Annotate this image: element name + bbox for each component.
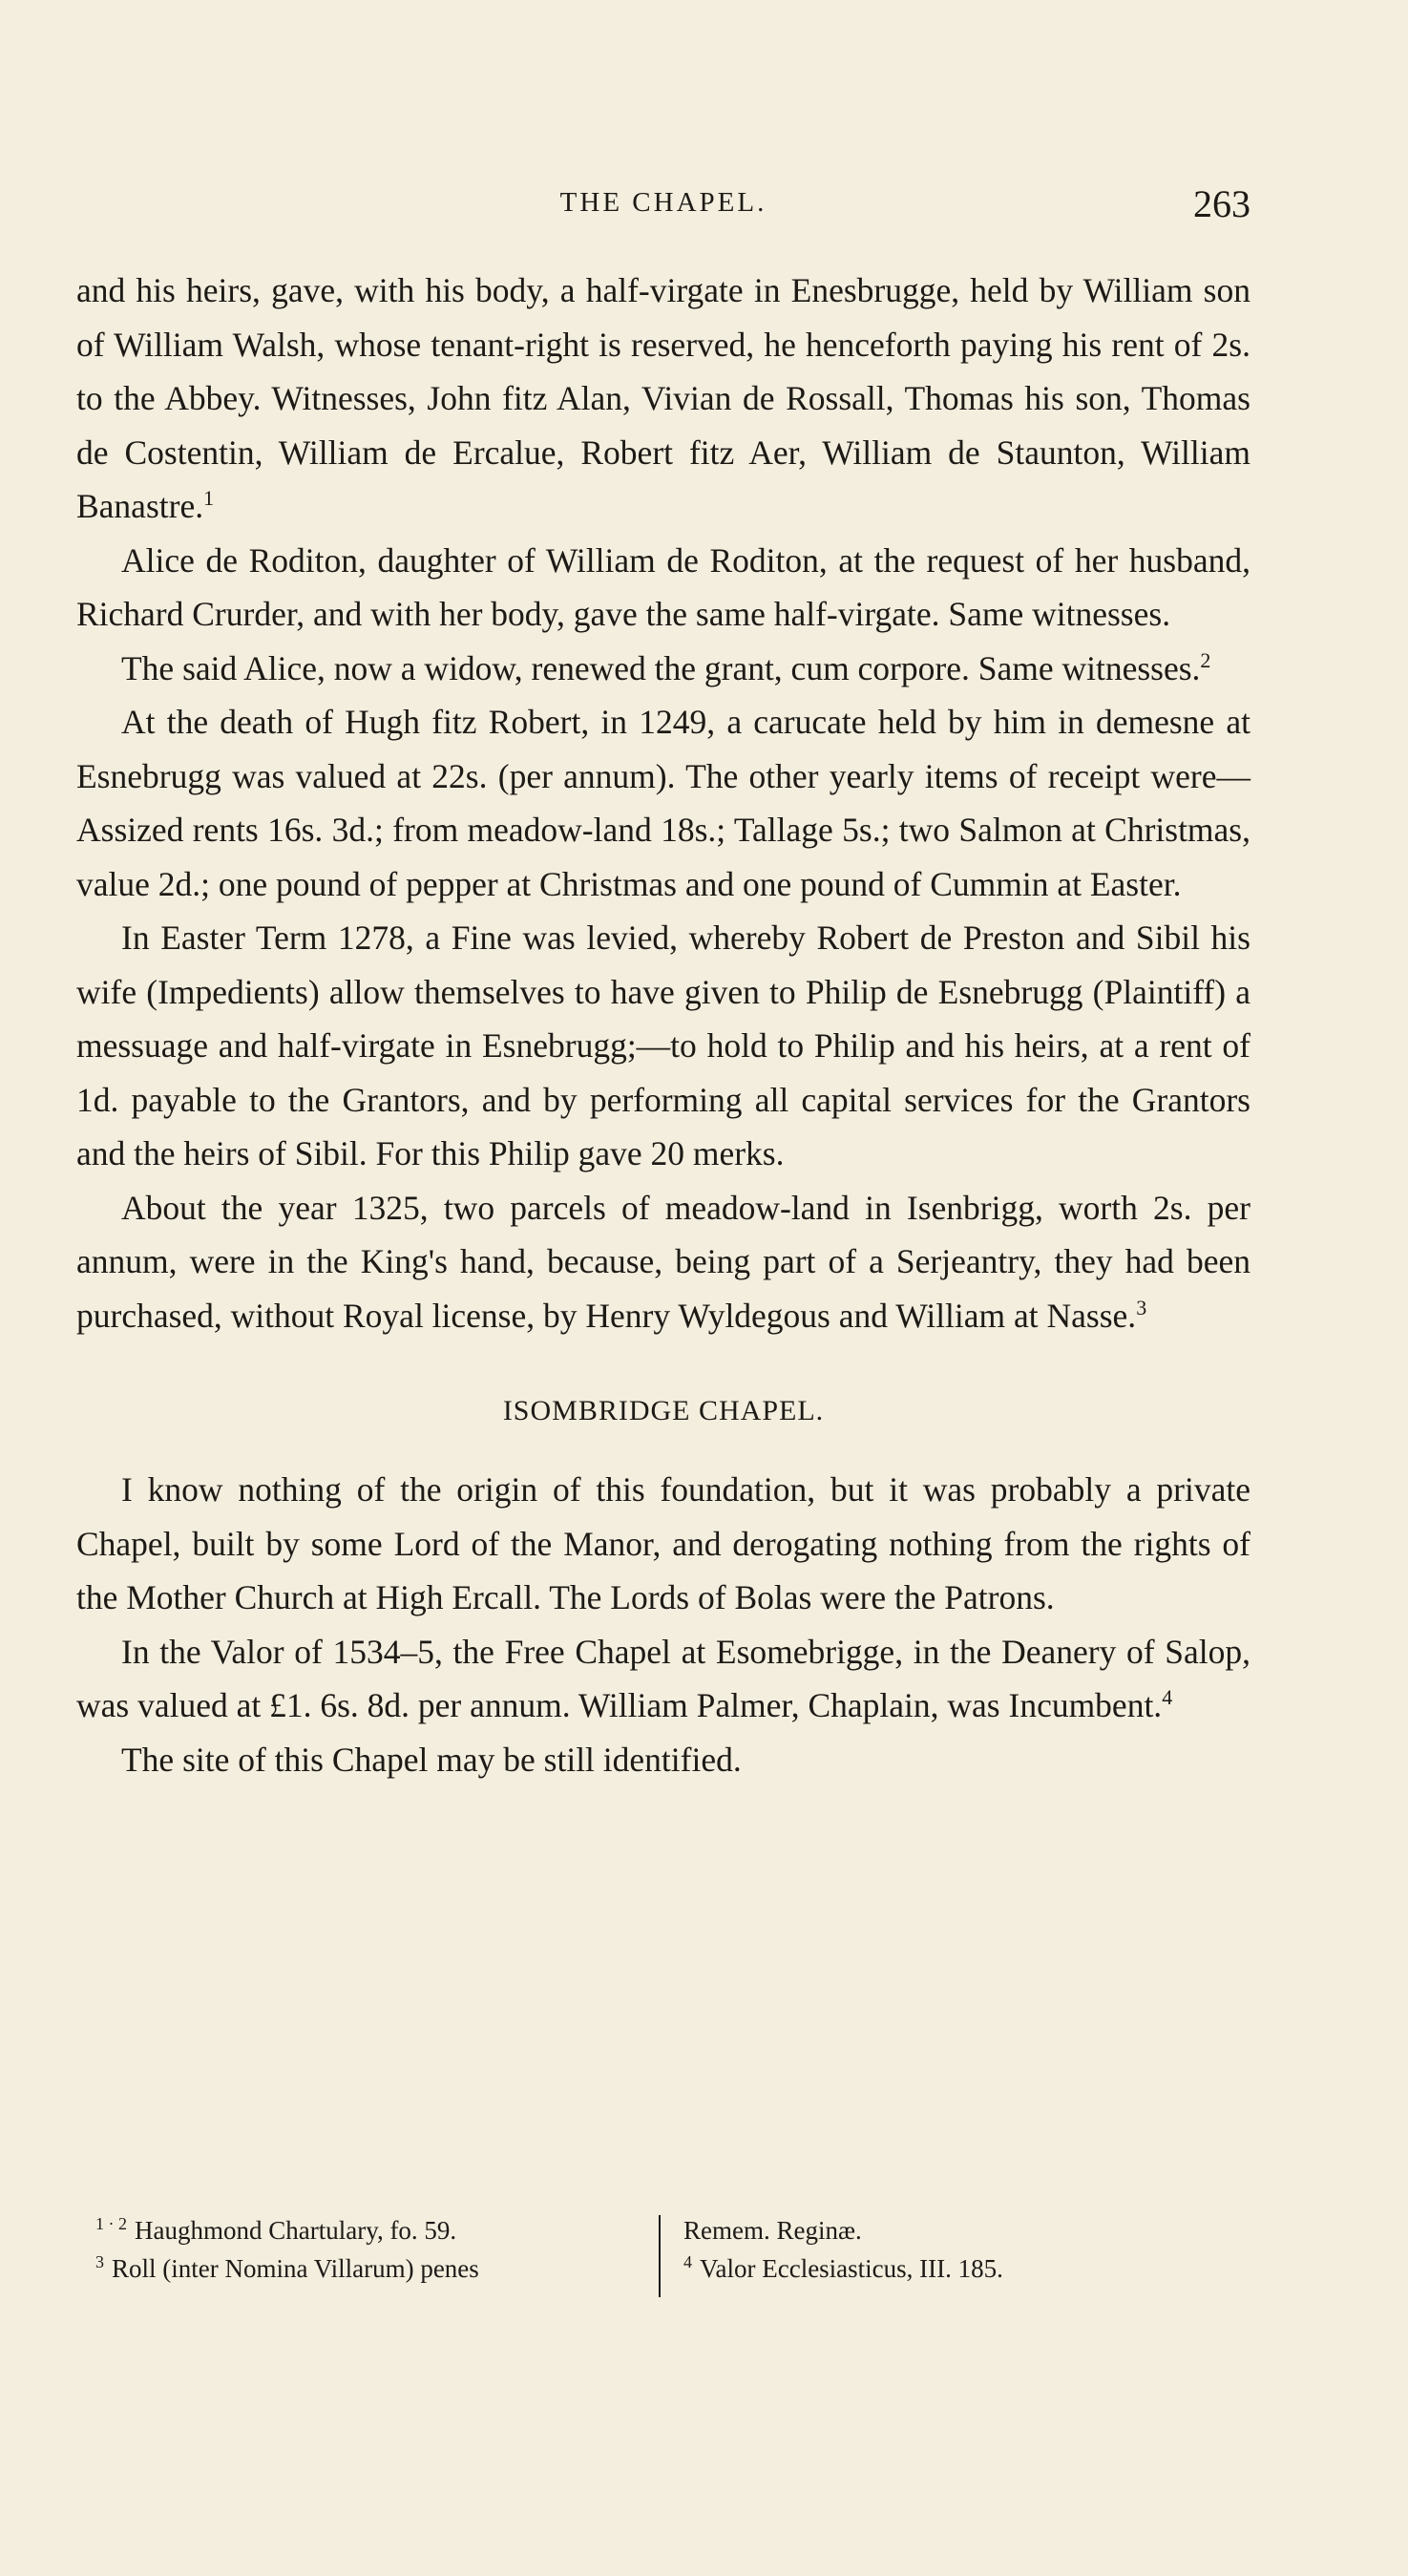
paragraph: In Easter Term 1278, a Fine was levied, whereby Robert de Preston and Sibil his wife (Impedients) allow themselves to have given to Philip de Esnebrugg (Plaintiff) a messuage and half-virgate in Esnebrugg;—to hold to Philip and his heirs, at a rent of 1d. payable to the Grantors, and by performing all capital services for the Grantors and the heirs of Sibil. For this Philip gave 20 merks. [76,918,1250,1172]
footnotes-right-column [657,2211,1229,2288]
page-number: 263 [1193,182,1250,225]
footnote-ref: 1 [203,486,215,511]
main-text [76,264,1250,1786]
paragraph: At the death of Hugh fitz Robert, in 1249, a carucate held by him in demesne at Esnebrugg was valued at 22s. (per annum). The other yearly items of receipt were—Assized rents 16s. 3d.; from meadow-land 18s.; Tallage 5s.; two Salmon at Christmas, value 2d.; one pound of pepper at Christmas and one pound of Cummin at Easter. [76,703,1250,903]
paragraph [76,1625,1250,1733]
footnote-ref: 3 [1136,1295,1147,1320]
footnotes-left-column [95,2211,640,2288]
paragraph: I know nothing of the origin of this foundation, but it was probably a private Chapel, built by some Lord of the Manor, and derogating nothing from the rights of the Mother Church at High Ercall. The Lords of Bolas were the Patrons. [76,1470,1250,1616]
paragraph [76,264,1250,534]
footnote-ref: 4 [1162,1685,1173,1710]
footnote [657,2211,1229,2249]
running-title: THE CHAPEL. [559,187,767,218]
paragraph [76,1181,1250,1343]
footnote [657,2249,1229,2288]
running-head [76,181,1250,229]
paragraph: Alice de Roditon, daughter of William de Roditon, at the request of her husband, Richard Crurder, and with her body, gave the same half-virgate. Same witnesses. [76,540,1250,633]
footnote-text: Haughmond Chartulary, fo. 59. [135,2216,457,2245]
footnote-number: 3 [95,2252,104,2271]
paragraph-text: In the Valor of 1534–5, the Free Chapel at Esomebrigge, in the Deanery of Salop, was valued at £1. 6s. 8d. per annum. William Palmer, Chaplain, was Incumbent. [76,1632,1250,1724]
footnote-number: 1 · 2 [95,2214,127,2233]
footnote [95,2211,640,2249]
paragraph-text: and his heirs, gave, with his body, a half-virgate in Enesbrugge, held by William son of William Walsh, whose tenant-right is reserved, he henceforth paying his rent of 2s. to the Abbey. Witnesses, John fitz Alan, Vivian de Rossall, Thomas his son, Thomas de Costentin, William de Ercalue, Robert fitz Aer, William de Staunton, William Banastre. [76,271,1250,525]
section-heading: ISOMBRIDGE CHAPEL. [502,1395,825,1426]
footnote-text: Roll (inter Nomina Villarum) penes [112,2254,479,2283]
paragraph-text: The said Alice, now a widow, renewed the grant, cum corpore. Same witnesses. [121,648,1201,687]
paragraph-text: About the year 1325, two parcels of meadow-land in Isenbrigg, worth 2s. per annum, were in the King's hand, because, being part of a Serjeantry, they had been purchased, without Royal license, by Henry Wyldegous and William at Nasse. [76,1188,1250,1335]
footnote-text: Remem. Reginæ. [683,2216,862,2245]
paragraph: The site of this Chapel may be still identified. [121,1740,742,1779]
paragraph [76,642,1250,696]
footnote [95,2249,640,2288]
footnotes [95,2211,1241,2303]
footnote-number: 4 [683,2252,692,2271]
footnote-text: Valor Ecclesiasticus, III. 185. [700,2254,1003,2283]
footnote-ref: 2 [1200,647,1211,672]
